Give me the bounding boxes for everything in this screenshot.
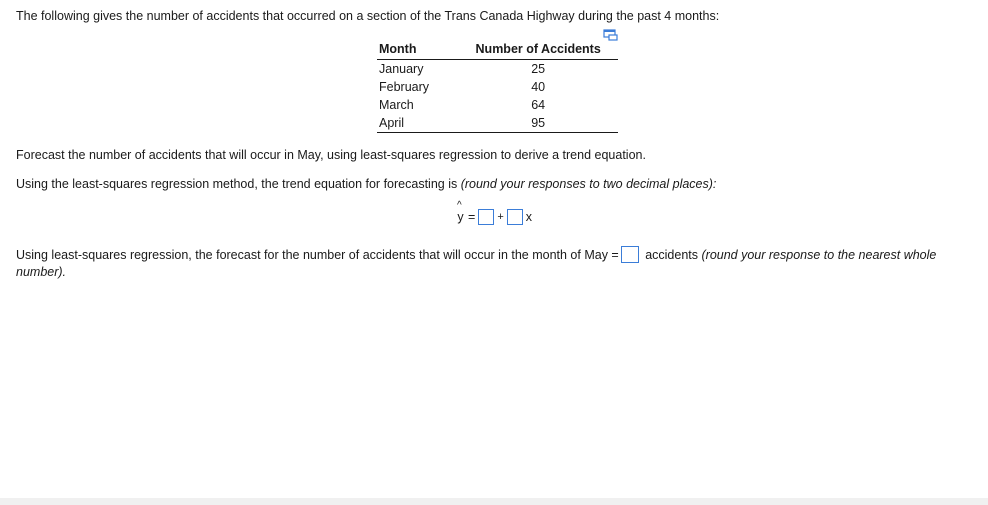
header-accidents: Number of Accidents (442, 40, 618, 60)
may-rounding-note-cont: number). (16, 265, 67, 279)
hat-accent: ^ (457, 200, 462, 211)
may-forecast-text: Using least-squares regression, the forecast for the number of accidents that will occur in the month of May = (16, 248, 619, 262)
header-month: Month (377, 40, 442, 60)
equals-sign: = (468, 210, 476, 224)
trend-equation (456, 200, 532, 228)
forecast-question: Forecast the number of accidents that will occur in May, using least-squares regression to derive a trend equation. (16, 148, 646, 162)
may-rounding-note: (round your response to the nearest whole (701, 248, 937, 262)
table-row (377, 60, 618, 79)
month-cell: April (377, 114, 442, 133)
y-hat-symbol (456, 200, 465, 224)
month-cell: February (379, 80, 430, 94)
footer-bar (0, 498, 988, 505)
table-row (377, 114, 618, 133)
month-cell: March (379, 98, 414, 112)
y-variable: y (457, 210, 464, 224)
table-row (377, 96, 618, 114)
accidents-cell: 95 (442, 114, 618, 133)
intercept-input[interactable] (478, 209, 494, 225)
method-instruction (16, 177, 716, 191)
accidents-cell: 25 (531, 62, 546, 76)
plus-sign: + (497, 211, 504, 223)
accidents-table (377, 40, 618, 133)
may-forecast-input[interactable] (621, 246, 639, 263)
method-text: Using the least-squares regression method, the trend equation for forecasting is (16, 177, 461, 191)
accidents-cell: 64 (531, 98, 546, 112)
slope-input[interactable] (507, 209, 523, 225)
may-rounding-note-cont-line (16, 265, 66, 279)
table-row (377, 78, 618, 96)
accidents-cell: 40 (531, 80, 546, 94)
table-header-row (377, 40, 618, 60)
intro-text: The following gives the number of accidents that occurred on a section of the Trans Canada Highway during the past 4 months: (16, 9, 720, 23)
may-forecast-prompt (16, 246, 936, 263)
method-rounding-note: (round your responses to two decimal places): (460, 177, 717, 191)
accidents-unit: accidents (641, 248, 702, 262)
x-variable: x (525, 210, 532, 224)
month-cell: January (379, 62, 424, 76)
